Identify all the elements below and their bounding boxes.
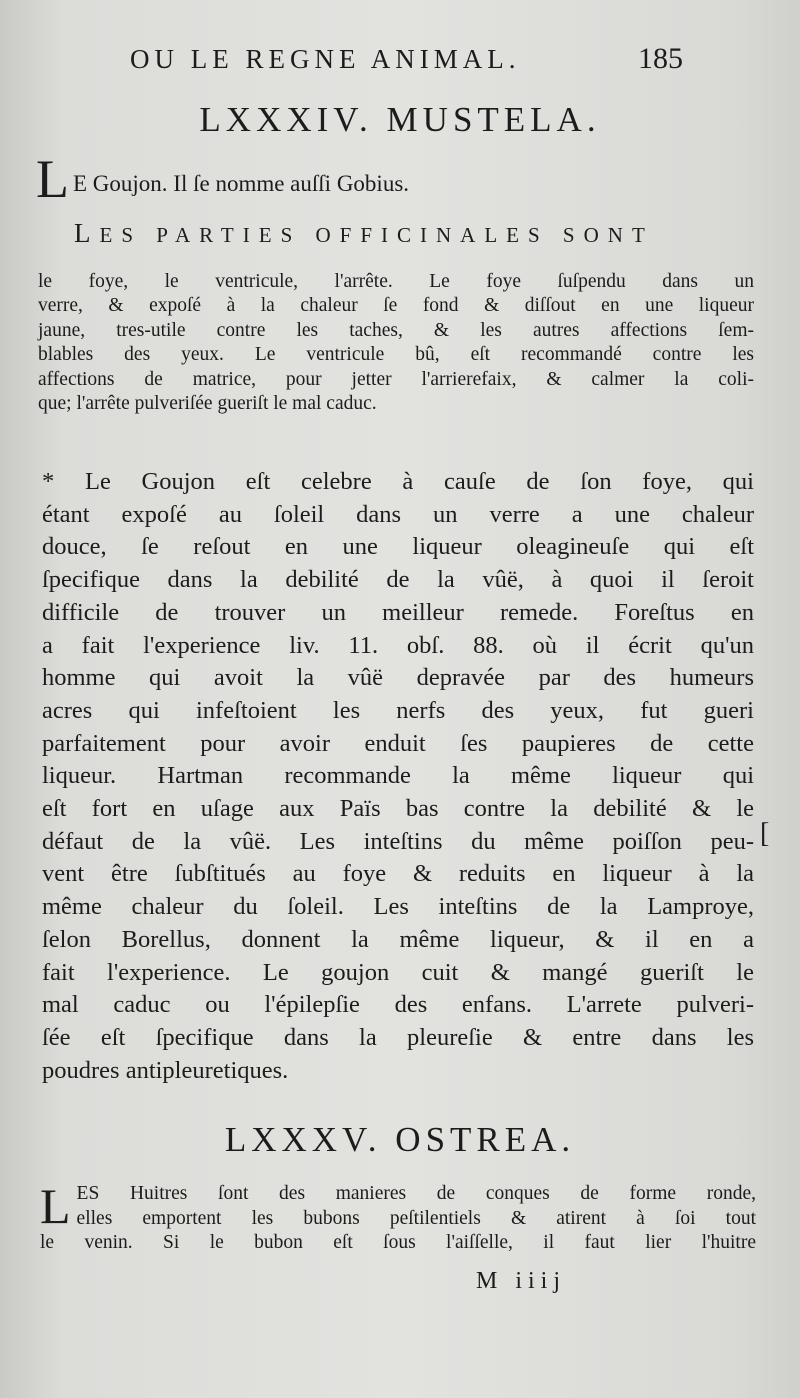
annotation-paragraph xyxy=(42,466,754,1087)
text-line: eſt fort en uſage aux Païs bas contre la debilité & le xyxy=(42,795,754,823)
text-line: ES Huitres ſont des manieres de conques de forme ronde, xyxy=(76,1183,756,1204)
text-line: verre, & expoſé à la chaleur ſe fond & diſſout en une liqueur xyxy=(38,295,754,317)
text-line: * Le Goujon eſt celebre à cauſe de ſon foye, qui xyxy=(42,468,754,495)
text-line: défaut de la vûë. Les inteſtins du même poiſſon peu- xyxy=(42,827,754,855)
text-line: poudres antipleuretiques. xyxy=(42,1056,289,1084)
ostrea-paragraph xyxy=(40,1178,756,1256)
section-lead-mustela xyxy=(36,149,410,209)
text-line: le foye, le ventricule, l'arrête. Le foye ſuſpendu dans un xyxy=(38,271,754,292)
text-line: même chaleur du ſoleil. Les inteſtins de la Lamproye, xyxy=(42,893,754,921)
text-line: étant expoſé au ſoleil dans un verre a une chaleur xyxy=(42,500,754,528)
margin-mark: [ xyxy=(760,818,770,849)
text-line: le venin. Si le bubon eſt ſous l'aiſſelle, il faut lier l'huitre xyxy=(40,1232,756,1253)
text-line: blables des yeux. Le ventricule bû, eſt recommandé contre les xyxy=(38,344,754,366)
text-line: ſée eſt ſpecifique dans la pleureſie & entre dans les xyxy=(42,1023,754,1051)
text-line: jaune, tres-utile contre les taches, & les autres affections ſem- xyxy=(38,319,754,341)
subhead-text: ES PARTIES OFFICINALES SONT xyxy=(99,223,654,247)
section-heading-ostrea: LXXXV. OSTREA. xyxy=(224,1120,576,1159)
text-line: vent être ſubſtitués au foye & reduits en liqueur à la xyxy=(42,860,754,888)
text-line: difficile de trouver un meilleur remede. Foreſtus en xyxy=(42,598,754,626)
text-line: que; l'arrête pulveriſée gueriſt le mal caduc. xyxy=(38,393,377,415)
text-line: a fait l'experience liv. 11. obſ. 88. où il écrit qu'un xyxy=(42,631,754,659)
text-line: mal caduc ou l'épilepſie des enfans. L'arrete pulveri- xyxy=(42,991,754,1019)
text-line: ſpecifique dans la debilité de la vûë, à quoi il ſeroit xyxy=(42,566,754,594)
lead-text: E Goujon. Il ſe nomme auſſi Gobius. xyxy=(73,171,410,196)
text-line: ſelon Borellus, donnent la même liqueur, & il en a xyxy=(42,925,754,953)
signature-mark: M iiij xyxy=(476,1268,567,1294)
officinal-parts-paragraph xyxy=(38,270,754,416)
page-number: 185 xyxy=(638,42,683,75)
text-line: elles emportent les bubons peſtilentiels & atirent à ſoi tout xyxy=(76,1207,756,1229)
drop-cap: L xyxy=(36,149,69,209)
text-line: liqueur. Hartman recommande la même liqueur qui xyxy=(42,762,754,790)
text-line: homme qui avoit la vûë depravée par des humeurs xyxy=(42,664,754,692)
subhead-initial: L xyxy=(74,218,100,248)
text-line: douce, ſe reſout en une liqueur oleagineuſe qui eſt xyxy=(42,533,754,561)
drop-cap: L xyxy=(40,1178,71,1234)
text-line: parfaitement pour avoir enduit ſes paupieres de cette xyxy=(42,729,754,757)
running-head: OU LE REGNE ANIMAL. xyxy=(130,44,521,74)
officinal-parts-heading xyxy=(74,218,754,249)
text-line: affections de matrice, pour jetter l'arrierefaix, & calmer la coli- xyxy=(38,368,754,390)
section-heading-mustela: LXXXIV. MUSTELA. xyxy=(199,100,601,139)
text-line: fait l'experience. Le goujon cuit & mangé gueriſt le xyxy=(42,958,754,986)
text-line: acres qui infeſtoient les nerfs des yeux, fut gueri xyxy=(42,696,754,724)
